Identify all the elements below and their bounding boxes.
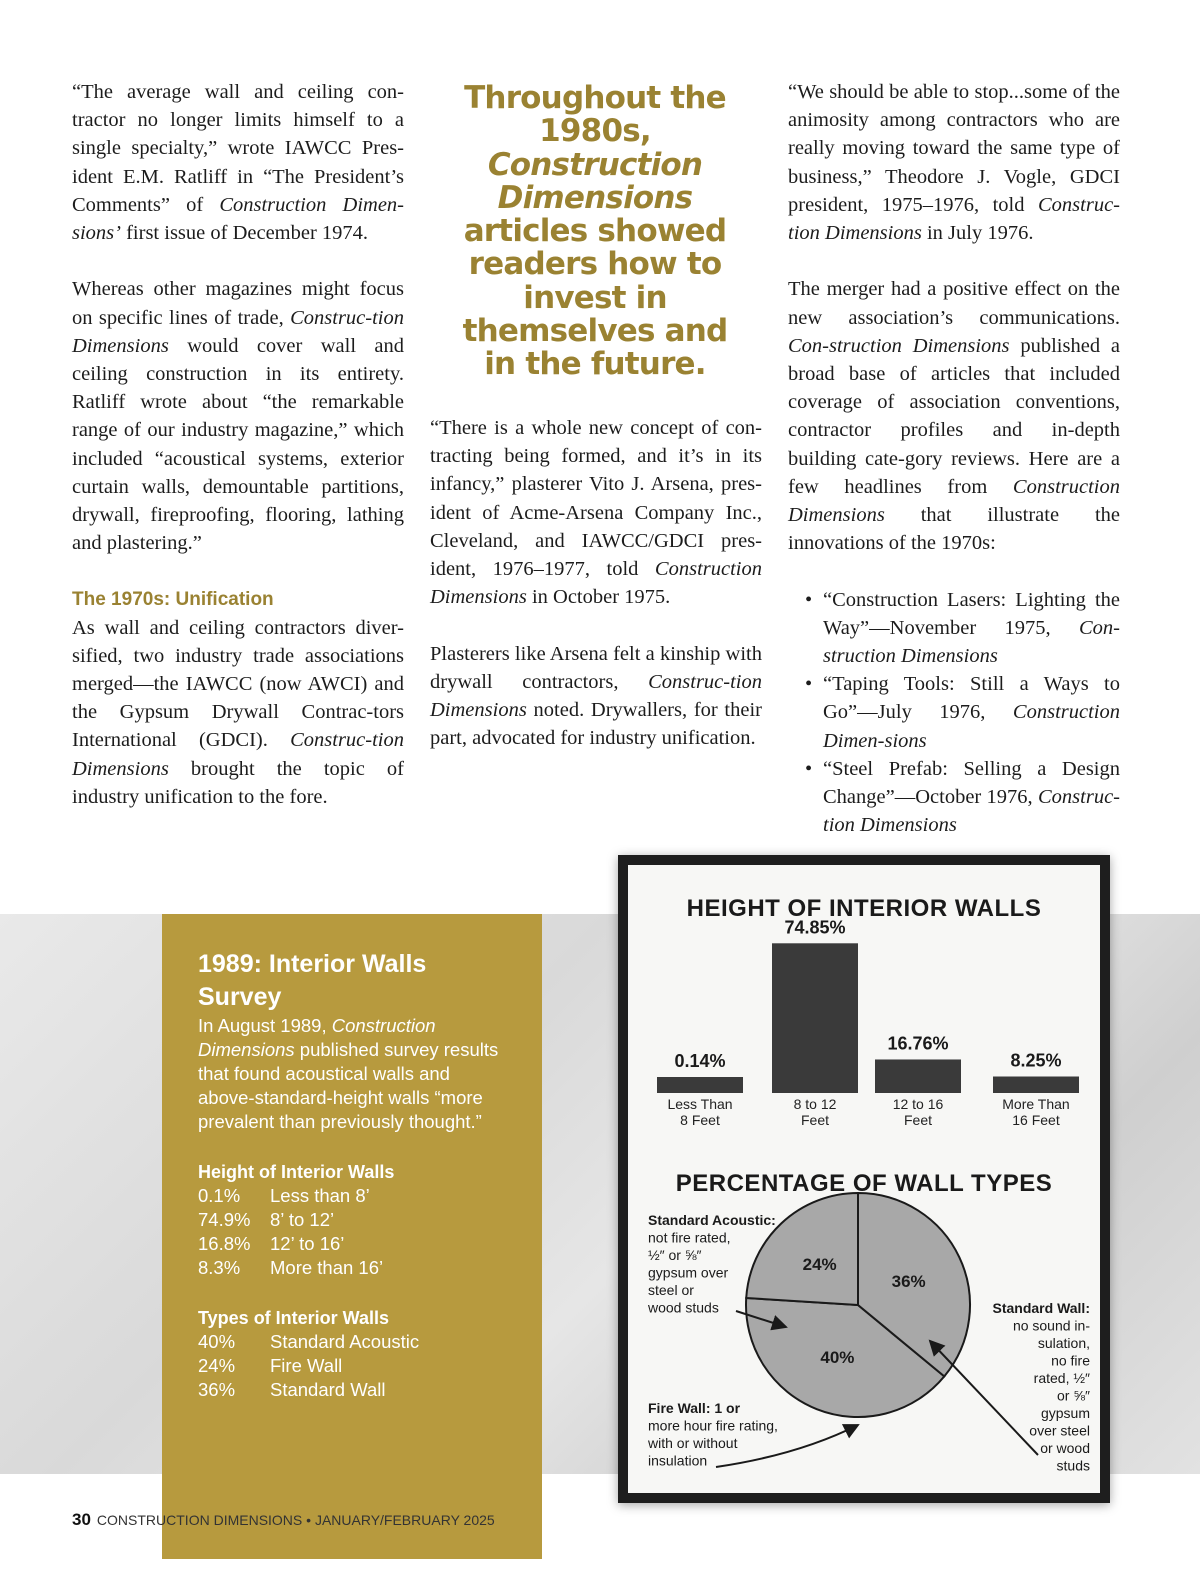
bar-category-label: 12 to 16 <box>892 1096 944 1112</box>
bar-category-label: Feet <box>800 1112 830 1128</box>
pull-quote: Throughout the 1980s, Construction Dimensions articles showed readers how to invest in themselves and in the future. <box>462 80 728 383</box>
paragraph: “There is a whole new concept of con-tracting being formed, and it’s in its infancy,” plasterer Vito J. Arsena, pres-ident of Acme-Arsena Company Inc., Cleveland, and IAWCC/GDCI pres-ident, 1976–1977, told Construction Dimensions in October 1975. <box>430 417 762 609</box>
bar-category-label: More Than <box>1002 1096 1070 1112</box>
bar-value-label: 0.14% <box>674 1051 726 1071</box>
fire-annotation: insulation <box>648 1452 708 1469</box>
paragraph: Plasterers like Arsena felt a kinship with drywall contractors, Construc-tion Dimensions noted. Drywallers, for their part, advocated for industry unification. <box>430 642 762 750</box>
pie-slice-1 <box>746 1193 858 1305</box>
standard-annotation: or ⅝″ <box>1057 1387 1090 1404</box>
table-row: 24% Fire Wall <box>198 1355 343 1376</box>
acoustic-annotation: not fire rated, <box>648 1229 731 1246</box>
bar-category-label: Feet <box>903 1112 933 1128</box>
standard-annotation: no sound in- <box>1012 1317 1090 1334</box>
bar-chart-title: HEIGHT OF INTERIOR WALLS <box>686 895 1042 922</box>
bar-category-label: 16 Feet <box>1012 1112 1060 1128</box>
standard-annotation: or wood <box>1040 1440 1090 1456</box>
fire-annotation: with or without <box>648 1435 738 1451</box>
fire-annotation: Fire Wall: 1 or <box>648 1400 741 1416</box>
charts-svg <box>628 865 1100 1493</box>
survey-chart-scan <box>618 855 1110 1503</box>
list-item: • “Construction Lasers: Lighting the Way”—November 1975, Con-struction Dimensions <box>788 586 1120 671</box>
table-row: 0.1% Less than 8’ <box>198 1185 370 1206</box>
acoustic-annotation: ½″ or ⅝″ <box>648 1247 702 1263</box>
pie-value-label: 36% <box>891 1272 926 1292</box>
headline-list <box>788 586 1120 840</box>
bar-2 <box>875 1059 961 1093</box>
bar-category-label: 8 to 12 <box>793 1096 837 1112</box>
article-column-2 <box>430 414 762 781</box>
acoustic-annotation: wood studs <box>648 1299 719 1316</box>
standard-annotation: sulation, <box>1037 1335 1090 1351</box>
bar-value-label: 8.25% <box>1010 1050 1062 1071</box>
acoustic-annotation: gypsum over <box>648 1264 729 1281</box>
section-heading: The 1970s: Unification <box>72 588 274 610</box>
heights-heading: Height of Interior Walls <box>198 1162 395 1182</box>
paragraph: The merger had a positive effect on the new association’s communications. Con-struction Dimensions published a broad base of articles that included coverage of association conventions, contractor profiles and in-depth building cate-gory reviews. Here are a few headlines from Construction Dimensions that illustrate the innovations of the 1970s: <box>788 278 1120 555</box>
table-row: 36% Standard Wall <box>198 1379 386 1400</box>
bar-3 <box>993 1077 1079 1094</box>
bar-0 <box>657 1077 743 1093</box>
article-column-3 <box>788 78 1120 839</box>
table-row: 16.8% 12’ to 16’ <box>198 1233 345 1254</box>
bar-value-label: 74.85% <box>784 917 846 938</box>
table-row: 74.9% 8’ to 12’ <box>198 1209 335 1230</box>
bar-1 <box>772 943 858 1093</box>
fire-annotation: more hour fire rating, <box>648 1417 778 1434</box>
article-column-1 <box>72 78 404 839</box>
standard-annotation: rated, ½″ <box>1033 1370 1090 1386</box>
types-heading: Types of Interior Walls <box>198 1308 390 1328</box>
bar-category-label: 8 Feet <box>680 1112 720 1128</box>
acoustic-annotation: steel or <box>648 1282 694 1298</box>
footer-text: CONSTRUCTION DIMENSIONS • JANUARY/FEBRUARY 2025 <box>96 1512 495 1528</box>
paragraph: “We should be able to stop...some of the animosity among contractors who are really moving toward the same type of business,” Theodore J. Vogle, GDCI president, 1975–1976, told Construc-tion Dimensions in July 1976. <box>788 81 1120 245</box>
paragraph: As wall and ceiling contractors diver-sified, two industry trade associations merged—the IAWCC (now AWCI) and the Gypsum Drywall Contrac-tors International (GDCI). Construc-tion Dimensions brought the topic of industry unification to the fore. <box>72 616 404 808</box>
standard-annotation: gypsum <box>1040 1405 1090 1421</box>
survey-sidebar <box>162 914 542 1559</box>
page-footer <box>72 1510 495 1530</box>
standard-annotation: studs <box>1056 1457 1090 1474</box>
bar-category-label: Less Than <box>667 1096 733 1112</box>
heights-table <box>198 1184 383 1280</box>
sidebar-intro: In August 1989, Construction Dimensions published survey results that found acoustical walls and above-standard-height walls “more prevalent than previously thought.” <box>198 1015 499 1132</box>
pie-value-label: 40% <box>820 1348 855 1368</box>
list-item: • “Steel Prefab: Selling a Design Change”—October 1976, Construc-tion Dimensions <box>788 755 1120 840</box>
table-row: 40% Standard Acoustic <box>198 1331 420 1352</box>
pie-value-label: 24% <box>802 1255 837 1275</box>
standard-annotation: over steel <box>1029 1422 1090 1439</box>
types-table <box>198 1330 419 1402</box>
pie-chart-title: PERCENTAGE OF WALL TYPES <box>675 1170 1053 1197</box>
standard-annotation: Standard Wall: <box>992 1300 1090 1316</box>
acoustic-annotation: Standard Acoustic: <box>648 1212 776 1228</box>
standard-arrow <box>930 1341 1038 1455</box>
paragraph: Whereas other magazines might focus on specific lines of trade, Construc-tion Dimensions would cover wall and ceiling construction in its entirety. Ratliff wrote about “the remarkable range of our industry magazine,” which included “acoustical systems, exterior curtain walls, demountable partitions, drywall, fireproofing, flooring, lathing and plastering.” <box>72 278 404 555</box>
standard-annotation: no fire <box>1051 1352 1090 1369</box>
table-row: 8.3% More than 16’ <box>198 1257 384 1278</box>
page-number: 30 <box>72 1510 91 1529</box>
list-item: • “Taping Tools: Still a Ways to Go”—July 1976, Construction Dimen-sions <box>788 670 1120 755</box>
sidebar-title: 1989: Interior Walls Survey <box>198 950 427 1011</box>
bar-value-label: 16.76% <box>887 1033 949 1054</box>
paragraph: “The average wall and ceiling con-tractor no longer limits himself to a single specialty,” wrote IAWCC Pres-ident E.M. Ratliff in “The President’s Comments” of Construction Dimen-sions’ first issue of December 1974. <box>72 81 405 245</box>
